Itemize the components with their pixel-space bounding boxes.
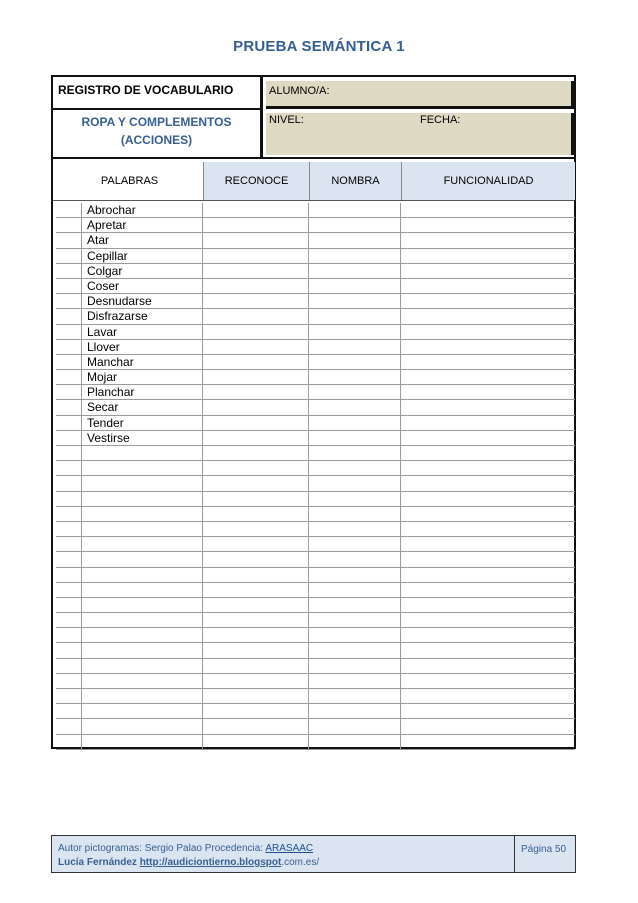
reconoce-cell[interactable] bbox=[203, 659, 309, 673]
palabra-cell: Atar bbox=[82, 233, 203, 247]
funcionalidad-cell[interactable] bbox=[401, 249, 575, 263]
funcionalidad-cell[interactable] bbox=[401, 628, 575, 642]
palabra-cell: Colgar bbox=[82, 264, 203, 278]
nombra-cell[interactable] bbox=[309, 613, 401, 627]
row-marker-cell bbox=[56, 568, 82, 582]
palabra-cell bbox=[82, 704, 203, 718]
funcionalidad-cell[interactable] bbox=[401, 583, 575, 597]
funcionalidad-cell[interactable] bbox=[401, 522, 575, 536]
row-marker-cell bbox=[56, 294, 82, 308]
funcionalidad-cell[interactable] bbox=[401, 233, 575, 247]
row-marker-cell bbox=[56, 537, 82, 551]
reconoce-cell[interactable] bbox=[203, 233, 309, 247]
palabra-cell bbox=[82, 476, 203, 490]
table-row bbox=[56, 355, 575, 370]
reconoce-cell[interactable] bbox=[203, 446, 309, 460]
nombra-cell[interactable] bbox=[309, 461, 401, 475]
reconoce-cell[interactable] bbox=[203, 431, 309, 445]
row-marker-cell bbox=[56, 218, 82, 232]
row-marker-cell bbox=[56, 659, 82, 673]
row-marker-cell bbox=[56, 385, 82, 399]
palabra-cell bbox=[82, 537, 203, 551]
palabra-cell bbox=[82, 735, 203, 749]
nombra-cell[interactable] bbox=[309, 218, 401, 232]
palabra-cell: Cepillar bbox=[82, 249, 203, 263]
row-marker-cell bbox=[56, 476, 82, 490]
nombra-cell[interactable] bbox=[309, 719, 401, 733]
row-marker-cell bbox=[56, 704, 82, 718]
table-row bbox=[56, 309, 575, 324]
nombra-cell[interactable] bbox=[309, 385, 401, 399]
nombra-cell[interactable] bbox=[309, 598, 401, 612]
nombra-cell[interactable] bbox=[309, 476, 401, 490]
table-row bbox=[56, 689, 575, 704]
palabra-cell: Apretar bbox=[82, 218, 203, 232]
table-row bbox=[56, 613, 575, 628]
header-divider bbox=[53, 200, 574, 201]
table-row bbox=[56, 628, 575, 643]
footer-line1 bbox=[58, 842, 319, 856]
row-marker-cell bbox=[56, 674, 82, 688]
row-marker-cell bbox=[56, 613, 82, 627]
palabra-cell: Llover bbox=[82, 340, 203, 354]
nombra-cell[interactable] bbox=[309, 233, 401, 247]
nombra-cell[interactable] bbox=[309, 355, 401, 369]
nombra-cell[interactable] bbox=[309, 340, 401, 354]
palabra-cell: Planchar bbox=[82, 385, 203, 399]
reconoce-cell[interactable] bbox=[203, 552, 309, 566]
row-marker-cell bbox=[56, 628, 82, 642]
arasaac-link[interactable]: ARASAAC bbox=[265, 843, 314, 854]
reconoce-cell[interactable] bbox=[203, 613, 309, 627]
row-marker-cell bbox=[56, 507, 82, 521]
reconoce-cell[interactable] bbox=[203, 294, 309, 308]
table-row bbox=[56, 385, 575, 400]
row-marker-cell bbox=[56, 279, 82, 293]
table-row bbox=[56, 659, 575, 674]
footer-credits bbox=[58, 842, 319, 870]
funcionalidad-cell[interactable] bbox=[401, 613, 575, 627]
funcionalidad-cell[interactable] bbox=[401, 264, 575, 278]
palabra-cell bbox=[82, 613, 203, 627]
table-row bbox=[56, 461, 575, 476]
table-row bbox=[56, 400, 575, 415]
nombra-cell[interactable] bbox=[309, 674, 401, 688]
fecha-label: FECHA: bbox=[420, 114, 461, 126]
funcionalidad-cell[interactable] bbox=[401, 218, 575, 232]
blog-link-suffix: .com.es/ bbox=[281, 857, 320, 868]
funcionalidad-cell[interactable] bbox=[401, 294, 575, 308]
row-marker-cell bbox=[56, 583, 82, 597]
funcionalidad-cell[interactable] bbox=[401, 704, 575, 718]
nombra-cell[interactable] bbox=[309, 583, 401, 597]
reconoce-cell[interactable] bbox=[203, 279, 309, 293]
funcionalidad-cell[interactable] bbox=[401, 492, 575, 506]
nombra-cell[interactable] bbox=[309, 416, 401, 430]
reconoce-cell[interactable] bbox=[203, 400, 309, 414]
footer-author: Autor pictogramas: Sergio Palao Procedencia: bbox=[58, 843, 266, 854]
nombra-cell[interactable] bbox=[309, 568, 401, 582]
table-row bbox=[56, 598, 575, 613]
reconoce-cell[interactable] bbox=[203, 218, 309, 232]
reconoce-cell[interactable] bbox=[203, 340, 309, 354]
funcionalidad-cell[interactable] bbox=[401, 309, 575, 323]
nombra-cell[interactable] bbox=[309, 492, 401, 506]
row-marker-cell bbox=[56, 355, 82, 369]
table-row bbox=[56, 294, 575, 309]
page-number: Página 50 bbox=[514, 836, 566, 872]
table-row bbox=[56, 704, 575, 719]
reconoce-cell[interactable] bbox=[203, 583, 309, 597]
funcionalidad-cell[interactable] bbox=[401, 446, 575, 460]
row-marker-cell bbox=[56, 461, 82, 475]
nombra-cell[interactable] bbox=[309, 370, 401, 384]
vocabulary-table bbox=[51, 157, 576, 749]
reconoce-cell[interactable] bbox=[203, 309, 309, 323]
row-marker-cell bbox=[56, 431, 82, 445]
palabra-cell: Tender bbox=[82, 416, 203, 430]
reconoce-cell[interactable] bbox=[203, 643, 309, 657]
row-marker-cell bbox=[56, 598, 82, 612]
funcionalidad-cell[interactable] bbox=[401, 400, 575, 414]
funcionalidad-cell[interactable] bbox=[401, 461, 575, 475]
nombra-cell[interactable] bbox=[309, 325, 401, 339]
palabra-cell bbox=[82, 461, 203, 475]
palabra-cell: Disfrazarse bbox=[82, 309, 203, 323]
palabra-cell: Lavar bbox=[82, 325, 203, 339]
table-row bbox=[56, 203, 575, 218]
nombra-cell[interactable] bbox=[309, 400, 401, 414]
palabra-cell bbox=[82, 492, 203, 506]
palabra-cell bbox=[82, 522, 203, 536]
table-row bbox=[56, 568, 575, 583]
row-marker-cell bbox=[56, 689, 82, 703]
footer bbox=[51, 835, 576, 873]
funcionalidad-cell[interactable] bbox=[401, 735, 575, 749]
nombra-cell[interactable] bbox=[309, 689, 401, 703]
nombra-cell[interactable] bbox=[309, 279, 401, 293]
reconoce-cell[interactable] bbox=[203, 416, 309, 430]
nombra-cell[interactable] bbox=[309, 431, 401, 445]
reconoce-cell[interactable] bbox=[203, 370, 309, 384]
palabra-cell bbox=[82, 719, 203, 733]
column-header-nombra: NOMBRA bbox=[309, 162, 401, 200]
nivel-label: NIVEL: bbox=[269, 114, 304, 126]
table-row bbox=[56, 522, 575, 537]
funcionalidad-cell[interactable] bbox=[401, 340, 575, 354]
alumno-field[interactable] bbox=[266, 81, 574, 109]
funcionalidad-cell[interactable] bbox=[401, 643, 575, 657]
row-marker-cell bbox=[56, 264, 82, 278]
funcionalidad-cell[interactable] bbox=[401, 689, 575, 703]
nombra-cell[interactable] bbox=[309, 704, 401, 718]
funcionalidad-cell[interactable] bbox=[401, 568, 575, 582]
reconoce-cell[interactable] bbox=[203, 249, 309, 263]
row-marker-cell bbox=[56, 492, 82, 506]
table-row bbox=[56, 719, 575, 734]
row-marker-cell bbox=[56, 203, 82, 217]
table-row bbox=[56, 218, 575, 233]
row-marker-cell bbox=[56, 522, 82, 536]
nombra-cell[interactable] bbox=[309, 249, 401, 263]
table-row bbox=[56, 279, 575, 294]
row-marker-cell bbox=[56, 325, 82, 339]
palabra-cell: Manchar bbox=[82, 355, 203, 369]
reconoce-cell[interactable] bbox=[203, 735, 309, 749]
reconoce-cell[interactable] bbox=[203, 507, 309, 521]
funcionalidad-cell[interactable] bbox=[401, 476, 575, 490]
nombra-cell[interactable] bbox=[309, 507, 401, 521]
palabra-cell bbox=[82, 598, 203, 612]
column-header-palabras: PALABRAS bbox=[56, 162, 203, 200]
table-row bbox=[56, 735, 575, 750]
palabra-cell bbox=[82, 643, 203, 657]
reconoce-cell[interactable] bbox=[203, 476, 309, 490]
row-marker-cell bbox=[56, 416, 82, 430]
row-marker-cell bbox=[56, 643, 82, 657]
palabra-cell bbox=[82, 552, 203, 566]
nombra-cell[interactable] bbox=[309, 203, 401, 217]
reconoce-cell[interactable] bbox=[203, 568, 309, 582]
funcionalidad-cell[interactable] bbox=[401, 719, 575, 733]
column-header-funcionalidad: FUNCIONALIDAD bbox=[401, 162, 575, 200]
palabra-cell bbox=[82, 568, 203, 582]
palabra-cell bbox=[82, 446, 203, 460]
table-row bbox=[56, 431, 575, 446]
reconoce-cell[interactable] bbox=[203, 492, 309, 506]
palabra-cell: Vestirse bbox=[82, 431, 203, 445]
funcionalidad-cell[interactable] bbox=[401, 325, 575, 339]
table-row bbox=[56, 249, 575, 264]
table-row bbox=[56, 416, 575, 431]
table-row bbox=[56, 476, 575, 491]
reconoce-cell[interactable] bbox=[203, 385, 309, 399]
row-marker-cell bbox=[56, 249, 82, 263]
palabra-cell: Coser bbox=[82, 279, 203, 293]
palabra-cell bbox=[82, 674, 203, 688]
palabra-cell: Secar bbox=[82, 400, 203, 414]
reconoce-cell[interactable] bbox=[203, 355, 309, 369]
table-row bbox=[56, 583, 575, 598]
table-row bbox=[56, 446, 575, 461]
funcionalidad-cell[interactable] bbox=[401, 431, 575, 445]
row-marker-cell bbox=[56, 719, 82, 733]
palabra-cell bbox=[82, 628, 203, 642]
reconoce-cell[interactable] bbox=[203, 461, 309, 475]
row-marker-cell bbox=[56, 735, 82, 749]
palabra-cell bbox=[82, 507, 203, 521]
table-row bbox=[56, 340, 575, 355]
nombra-cell[interactable] bbox=[309, 446, 401, 460]
palabra-cell bbox=[82, 583, 203, 597]
table-row bbox=[56, 674, 575, 689]
funcionalidad-cell[interactable] bbox=[401, 416, 575, 430]
funcionalidad-cell[interactable] bbox=[401, 674, 575, 688]
funcionalidad-cell[interactable] bbox=[401, 537, 575, 551]
row-marker-cell bbox=[56, 552, 82, 566]
funcionalidad-cell[interactable] bbox=[401, 355, 575, 369]
table-row bbox=[56, 370, 575, 385]
nombra-cell[interactable] bbox=[309, 643, 401, 657]
blog-link[interactable] bbox=[140, 857, 282, 868]
row-marker-cell bbox=[56, 309, 82, 323]
reconoce-cell[interactable] bbox=[203, 628, 309, 642]
reconoce-cell[interactable] bbox=[203, 674, 309, 688]
footer-name: Lucía Fernández bbox=[58, 857, 140, 868]
funcionalidad-cell[interactable] bbox=[401, 552, 575, 566]
table-body bbox=[56, 203, 575, 750]
header-box bbox=[51, 75, 576, 159]
row-marker-cell bbox=[56, 400, 82, 414]
page-title: PRUEBA SEMÁNTICA 1 bbox=[233, 38, 405, 55]
reconoce-cell[interactable] bbox=[203, 522, 309, 536]
table-row bbox=[56, 643, 575, 658]
table-row bbox=[56, 492, 575, 507]
table-row bbox=[56, 233, 575, 248]
funcionalidad-cell[interactable] bbox=[401, 598, 575, 612]
funcionalidad-cell[interactable] bbox=[401, 507, 575, 521]
table-row bbox=[56, 325, 575, 340]
footer-line2 bbox=[58, 856, 319, 870]
nombra-cell[interactable] bbox=[309, 628, 401, 642]
tema-label bbox=[53, 110, 263, 157]
column-header-reconoce: RECONOCE bbox=[203, 162, 309, 200]
tema-line1: ROPA Y COMPLEMENTOS bbox=[81, 115, 232, 129]
blog-link-main: http://audiciontierno.blogspot bbox=[139, 857, 282, 868]
reconoce-cell[interactable] bbox=[203, 689, 309, 703]
table-row bbox=[56, 537, 575, 552]
tema-line2: (ACCIONES) bbox=[120, 133, 193, 147]
palabra-cell: Mojar bbox=[82, 370, 203, 384]
row-marker-cell bbox=[56, 446, 82, 460]
reconoce-cell[interactable] bbox=[203, 704, 309, 718]
nivel-field[interactable] bbox=[266, 113, 574, 155]
palabra-cell bbox=[82, 659, 203, 673]
nombra-cell[interactable] bbox=[309, 294, 401, 308]
reconoce-cell[interactable] bbox=[203, 203, 309, 217]
nombra-cell[interactable] bbox=[309, 735, 401, 749]
nombra-cell[interactable] bbox=[309, 537, 401, 551]
table-row bbox=[56, 552, 575, 567]
registro-label: REGISTRO DE VOCABULARIO bbox=[53, 77, 263, 110]
palabra-cell: Desnudarse bbox=[82, 294, 203, 308]
reconoce-cell[interactable] bbox=[203, 537, 309, 551]
nombra-cell[interactable] bbox=[309, 552, 401, 566]
row-marker-cell bbox=[56, 233, 82, 247]
nombra-cell[interactable] bbox=[309, 264, 401, 278]
funcionalidad-cell[interactable] bbox=[401, 385, 575, 399]
row-marker-cell bbox=[56, 370, 82, 384]
nombra-cell[interactable] bbox=[309, 522, 401, 536]
alumno-label: ALUMNO/A: bbox=[269, 85, 330, 97]
palabra-cell bbox=[82, 689, 203, 703]
row-marker-cell bbox=[56, 340, 82, 354]
nombra-cell[interactable] bbox=[309, 309, 401, 323]
table-row bbox=[56, 507, 575, 522]
reconoce-cell[interactable] bbox=[203, 598, 309, 612]
funcionalidad-cell[interactable] bbox=[401, 203, 575, 217]
reconoce-cell[interactable] bbox=[203, 719, 309, 733]
funcionalidad-cell[interactable] bbox=[401, 659, 575, 673]
reconoce-cell[interactable] bbox=[203, 325, 309, 339]
funcionalidad-cell[interactable] bbox=[401, 279, 575, 293]
funcionalidad-cell[interactable] bbox=[401, 370, 575, 384]
nombra-cell[interactable] bbox=[309, 659, 401, 673]
palabra-cell: Abrochar bbox=[82, 203, 203, 217]
reconoce-cell[interactable] bbox=[203, 264, 309, 278]
table-row bbox=[56, 264, 575, 279]
